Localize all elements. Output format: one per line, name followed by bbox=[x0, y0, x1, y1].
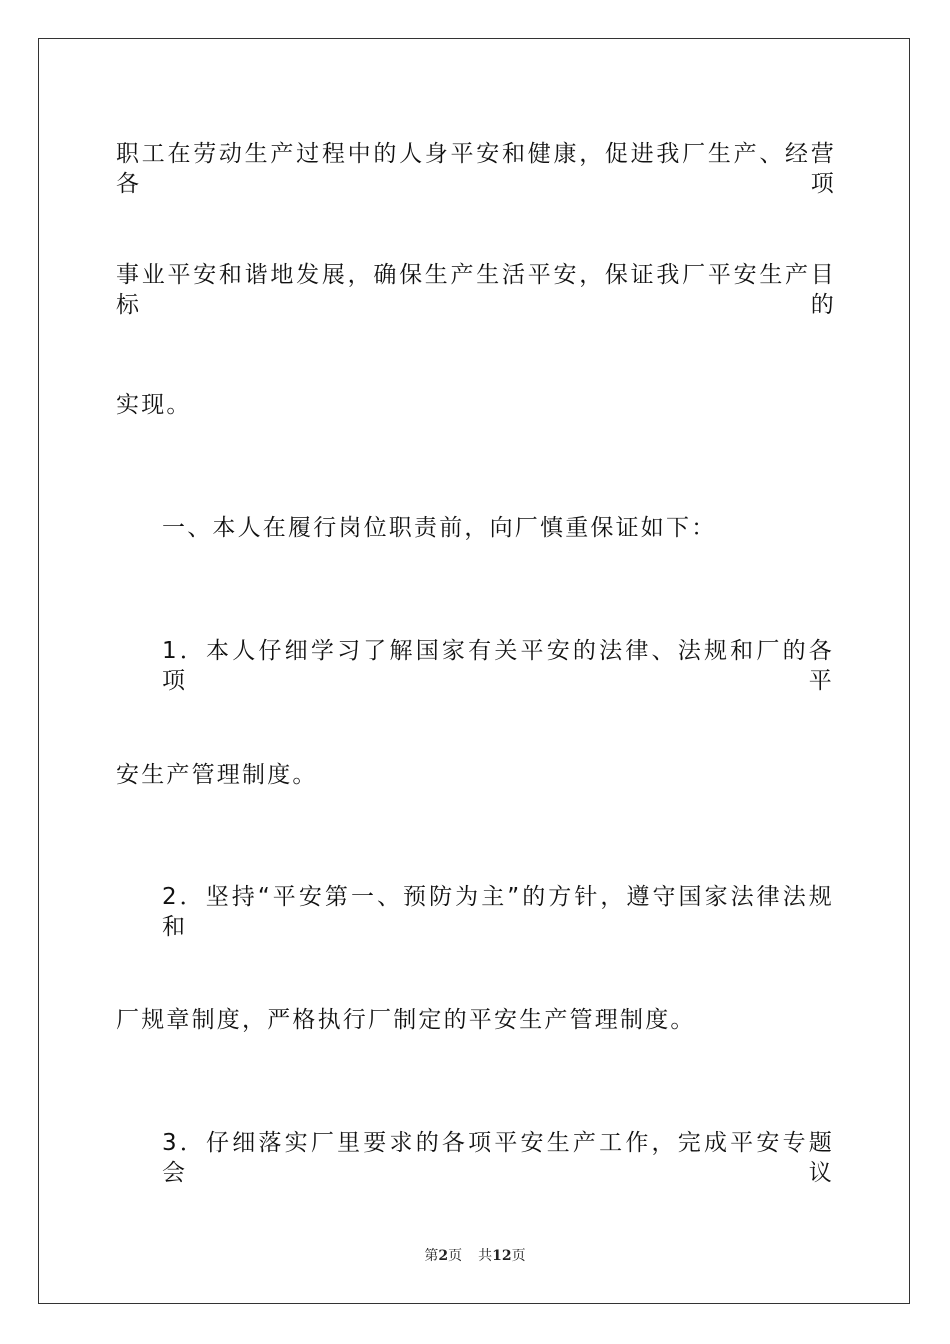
item-3-line-1: 3．仔细落实厂里要求的各项平安生产工作，完成平安专题会议 bbox=[162, 1130, 834, 1186]
section-heading-1: 一、本人在履行岗位职责前，向厂慎重保证如下： bbox=[162, 515, 717, 541]
item-2-line-2: 厂规章制度，严格执行厂制定的平安生产管理制度。 bbox=[116, 1007, 696, 1033]
item-1-line-2: 安生产管理制度。 bbox=[116, 762, 318, 788]
paragraph-line-3: 实现。 bbox=[116, 392, 192, 418]
page-suffix: 页 bbox=[448, 1248, 463, 1264]
total-prefix: 共 bbox=[478, 1248, 493, 1264]
item-2-line-1: 2．坚持“平安第一、预防为主”的方针，遵守国家法律法规和 bbox=[162, 884, 834, 940]
current-page-number: 2 bbox=[438, 1248, 449, 1264]
total-page-count: 12 bbox=[492, 1248, 512, 1264]
item-1-line-1: 1．本人仔细学习了解国家有关平安的法律、法规和厂的各项平 bbox=[162, 638, 834, 694]
total-suffix: 页 bbox=[511, 1248, 526, 1264]
paragraph-line-2: 事业平安和谐地发展，确保生产生活平安，保证我厂平安生产目标的 bbox=[116, 262, 836, 318]
page-footer bbox=[0, 1247, 950, 1265]
paragraph-line-1: 职工在劳动生产过程中的人身平安和健康，促进我厂生产、经营各项 bbox=[116, 141, 836, 197]
page-prefix: 第 bbox=[424, 1248, 439, 1264]
